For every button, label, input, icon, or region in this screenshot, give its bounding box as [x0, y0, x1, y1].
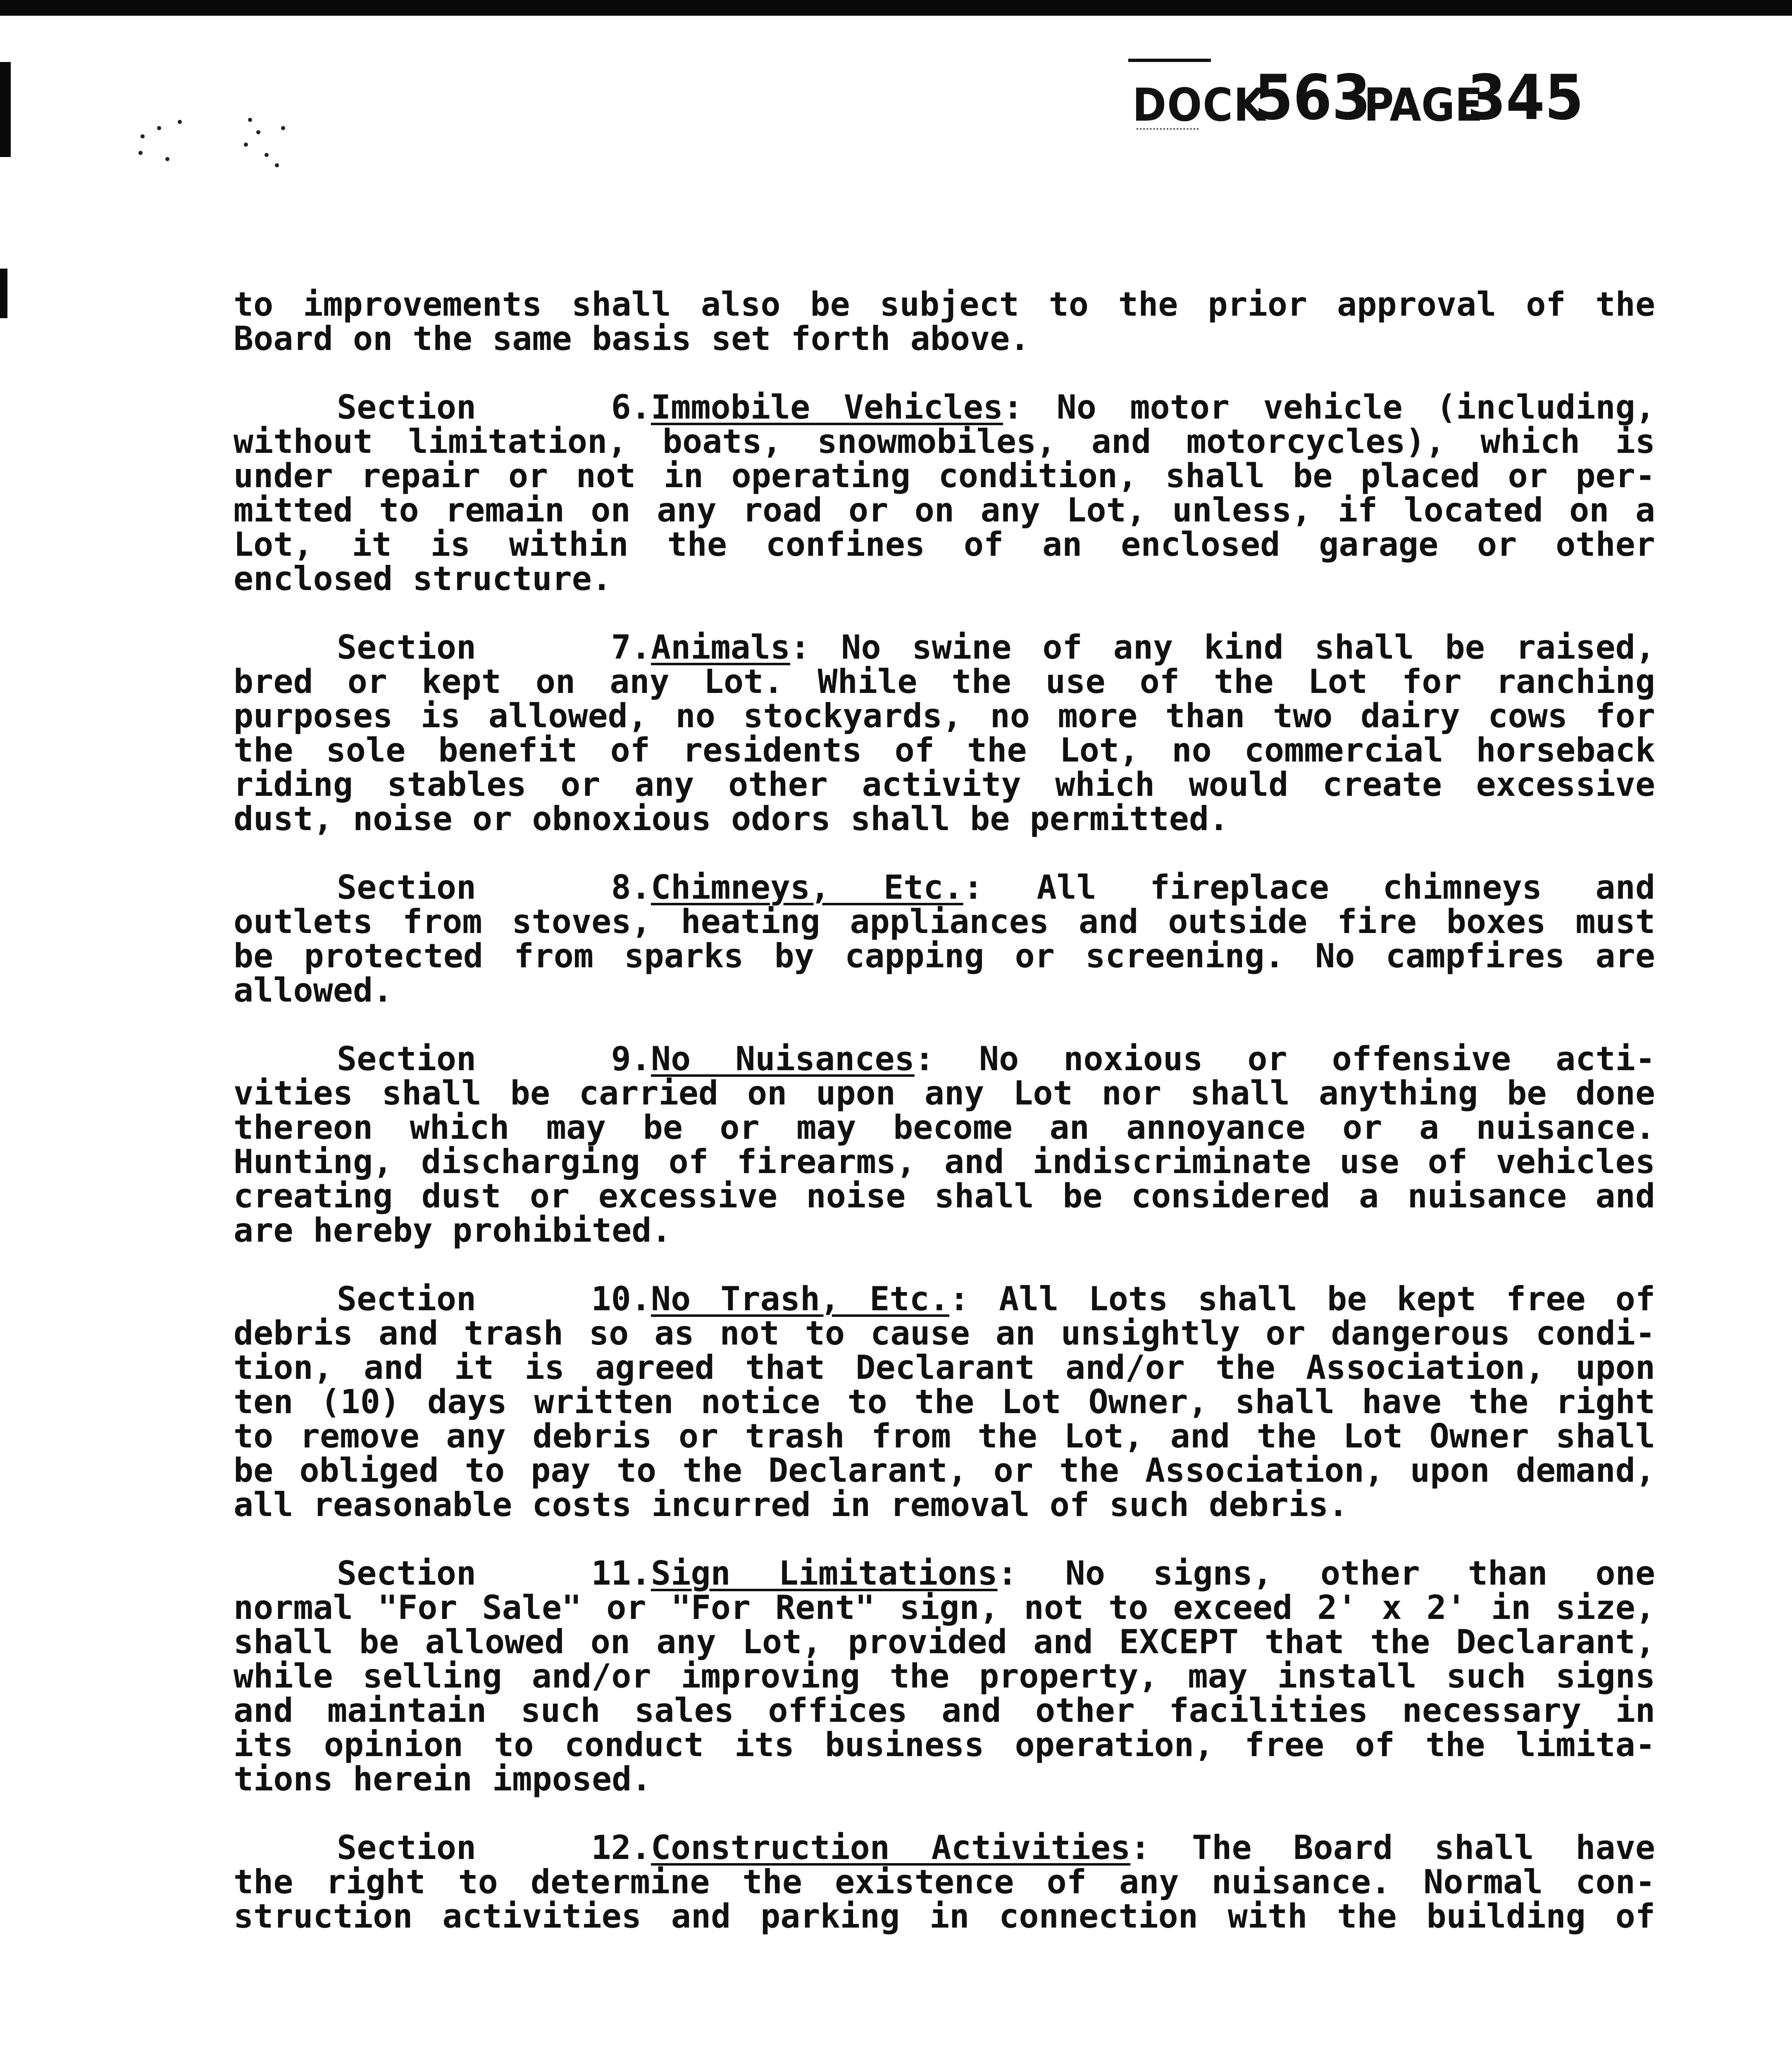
section-paragraph: [234, 1830, 1655, 1933]
section-label: Section 7.: [337, 628, 651, 666]
stamp-dotted-rule: [1137, 128, 1199, 131]
intro-paragraph: [234, 287, 1655, 356]
section-heading: Immobile Vehicles: [651, 388, 1003, 426]
scan-edge-mark: [0, 62, 11, 157]
section-paragraph: [234, 1282, 1655, 1522]
section-heading: No Trash, Etc.: [651, 1280, 949, 1318]
text-line: be obliged to pay to the Declarant, or the Association, upon demand,: [234, 1451, 1655, 1490]
text-line: vities shall be carried on upon any Lot nor shall anything be done: [234, 1074, 1655, 1112]
text-line: riding stables or any other activity which would create excessive: [234, 765, 1655, 804]
text-line: enclosed structure.: [234, 559, 612, 598]
text-line: bred or kept on any Lot. While the use of the Lot for ranching: [234, 662, 1655, 701]
text-line: struction activities and parking in connection with the building of: [234, 1897, 1655, 1935]
book-label: DOCK: [1132, 79, 1266, 131]
section-paragraph: [234, 1556, 1655, 1796]
section-heading: Chimneys, Etc.: [651, 868, 963, 907]
text-line: are hereby prohibited.: [234, 1211, 672, 1250]
text-line: dust, noise or obnoxious odors shall be permitted.: [234, 800, 1229, 838]
text-line: tion, and it is agreed that Declarant and/or the Association, upon: [234, 1348, 1655, 1387]
section-heading: Construction Activities: [651, 1828, 1131, 1867]
section-heading: No Nuisances: [651, 1040, 915, 1078]
scan-edge-mark: [0, 269, 7, 318]
section-paragraph: [234, 870, 1655, 1007]
sections-list: [234, 390, 1655, 1933]
text-line: and maintain such sales offices and other facilities necessary in: [234, 1691, 1655, 1730]
text-line: the sole benefit of residents of the Lot, no commercial horseback: [234, 731, 1655, 769]
section-first-line: [234, 868, 1655, 907]
document-body: [234, 287, 1655, 1968]
text-line: while selling and/or improving the property, may install such signs: [234, 1657, 1655, 1695]
book-number: 563: [1254, 62, 1371, 134]
text-line: tions herein imposed.: [234, 1760, 652, 1798]
recording-page-number: 345: [1467, 62, 1584, 134]
text-line: purposes is allowed, no stockyards, no more than two dairy cows for: [234, 697, 1655, 735]
section-first-line: [234, 390, 1655, 424]
text-line: the right to determine the existence of any nuisance. Normal con-: [234, 1863, 1655, 1901]
section-first-line: [234, 630, 1655, 664]
section-label: Section 11.: [337, 1554, 651, 1592]
text-line: debris and trash so as not to cause an unsightly or dangerous condi-: [234, 1314, 1655, 1352]
stamp-rule: [1128, 59, 1211, 62]
text-line: normal "For Sale" or "For Rent" sign, not to exceed 2' x 2' in size,: [234, 1588, 1655, 1627]
text-line: Board on the same basis set forth above.: [234, 319, 1030, 358]
text-line: without limitation, boats, snowmobiles, and motorcycles), which is: [234, 422, 1655, 461]
section-first-line: [234, 1042, 1655, 1076]
book-page-stamp: [1128, 62, 1604, 132]
section-first-line-text: : No noxious or offensive acti-: [914, 1040, 1655, 1078]
text-line: ten (10) days written notice to the Lot Owner, shall have the right: [234, 1383, 1655, 1421]
text-line: to improvements shall also be subject to the prior approval of the: [234, 285, 1655, 324]
text-line: its opinion to conduct its business operation, free of the limita-: [234, 1726, 1655, 1764]
text-line: shall be allowed on any Lot, provided and EXCEPT that the Declarant,: [234, 1623, 1655, 1661]
text-line: to remove any debris or trash from the Lot, and the Lot Owner shall: [234, 1417, 1655, 1455]
scan-top-border: [0, 0, 1792, 16]
text-line: Lot, it is within the confines of an enclosed garage or other: [234, 525, 1655, 564]
section-paragraph: [234, 390, 1655, 596]
section-paragraph: [234, 1040, 1655, 1250]
section-first-line: [234, 1556, 1655, 1590]
text-line: allowed.: [234, 971, 393, 1009]
section-paragraph: [234, 630, 1655, 836]
section-label: Section 10.: [337, 1280, 651, 1318]
section-first-line-text: : All fireplace chimneys and: [963, 868, 1655, 907]
text-line: under repair or not in operating condition, shall be placed or per-: [234, 457, 1655, 495]
section-first-line-text: : All Lots shall be kept free of: [949, 1280, 1655, 1318]
section-heading: Animals: [651, 628, 791, 666]
page-label: PAGE: [1364, 79, 1483, 131]
text-line: thereon which may be or may become an annoyance or a nuisance.: [234, 1108, 1655, 1147]
scan-speckles: [132, 118, 289, 171]
text-line: all reasonable costs incurred in removal of such debris.: [234, 1485, 1349, 1524]
section-heading: Sign Limitations: [651, 1554, 998, 1592]
section-first-line-text: : The Board shall have: [1130, 1828, 1655, 1867]
text-line: creating dust or excessive noise shall be considered a nuisance and: [234, 1177, 1655, 1215]
section-first-line-text: : No motor vehicle (including,: [1003, 388, 1655, 426]
section-label: Section 8.: [337, 868, 651, 907]
section-label: Section 12.: [337, 1828, 651, 1867]
section-label: Section 9.: [337, 1040, 651, 1078]
text-line: outlets from stoves, heating appliances and outside fire boxes must: [234, 902, 1655, 941]
text-line: be protected from sparks by capping or screening. No campfires are: [234, 937, 1655, 975]
text-line: Hunting, discharging of firearms, and indiscriminate use of vehicles: [234, 1142, 1655, 1181]
section-first-line: [234, 1830, 1655, 1865]
text-line: mitted to remain on any road or on any Lot, unless, if located on a: [234, 491, 1655, 529]
section-first-line-text: : No swine of any kind shall be raised,: [790, 628, 1655, 666]
section-label: Section 6.: [337, 388, 651, 426]
section-first-line-text: : No signs, other than one: [997, 1554, 1656, 1592]
section-first-line: [234, 1282, 1655, 1316]
